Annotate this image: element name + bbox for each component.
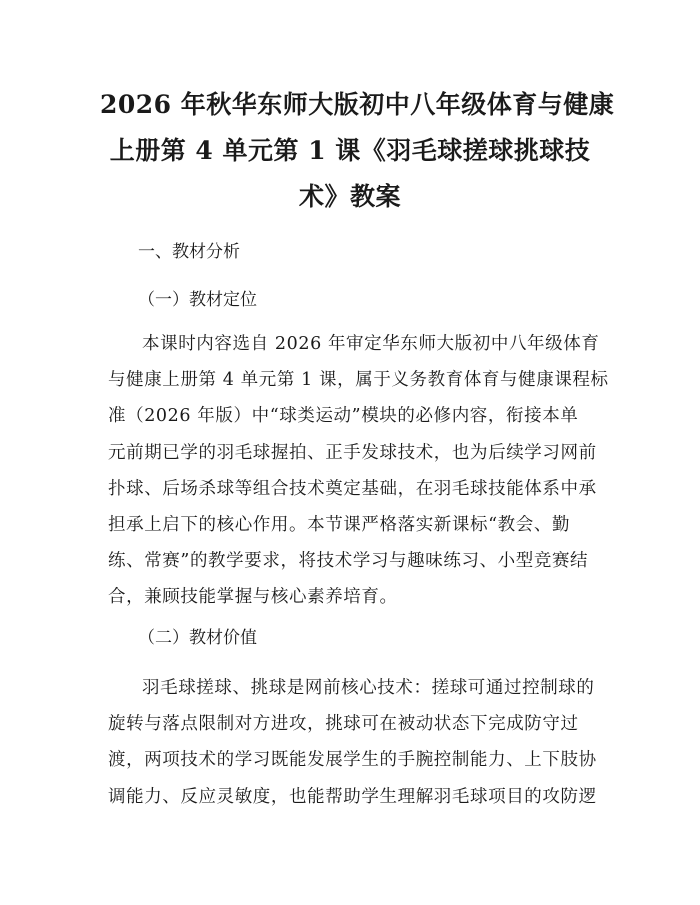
subsection-heading-value: （二）教材价值 [138,628,257,648]
document-title [100,82,615,220]
paragraph-line: 渡，两项技术的学习既能发展学生的手腕控制能力、上下肢协 [108,750,597,771]
paragraph-positioning [108,326,608,616]
section-heading-material-analysis: 一、教材分析 [138,242,240,262]
paragraph-line: 准（2026 年版）中“球类运动”模块的必修内容，衔接本单 [108,406,579,427]
paragraph-line: 合，兼顾技能掌握与核心素养培育。 [108,587,398,608]
paragraph-line: 担承上启下的核心作用。本节课严格落实新课标“教会、勤 [108,515,571,536]
paragraph-line: 调能力、反应灵敏度，也能帮助学生理解羽毛球项目的攻防逻 [108,786,597,807]
title-line: 2026 年秋华东师大版初中八年级体育与健康 [100,90,615,119]
subsection-heading-positioning: （一）教材定位 [138,290,257,310]
title-line: 上册第 4 单元第 1 课《羽毛球搓球挑球技 [109,136,591,165]
paragraph-line: 本课时内容选自 2026 年审定华东师大版初中八年级体育 [142,334,600,354]
paragraph-line: 元前期已学的羽毛球握拍、正手发球技术，也为后续学习网前 [108,442,597,463]
title-line: 术》教案 [298,182,401,211]
paragraph-line: 羽毛球搓球、挑球是网前核心技术：搓球可通过控制球的 [142,678,595,698]
paragraph-line: 练、常赛”的教学要求，将技术学习与趣味练习、小型竞赛结 [108,551,589,572]
paragraph-line: 与健康上册第 4 单元第 1 课，属于义务教育体育与健康课程标 [108,370,609,391]
paragraph-line: 旋转与落点限制对方进攻，挑球可在被动状态下完成防守过 [108,714,579,735]
paragraph-value [108,670,608,815]
paragraph-line: 扑球、后场杀球等组合技术奠定基础，在羽毛球技能体系中承 [108,478,597,499]
